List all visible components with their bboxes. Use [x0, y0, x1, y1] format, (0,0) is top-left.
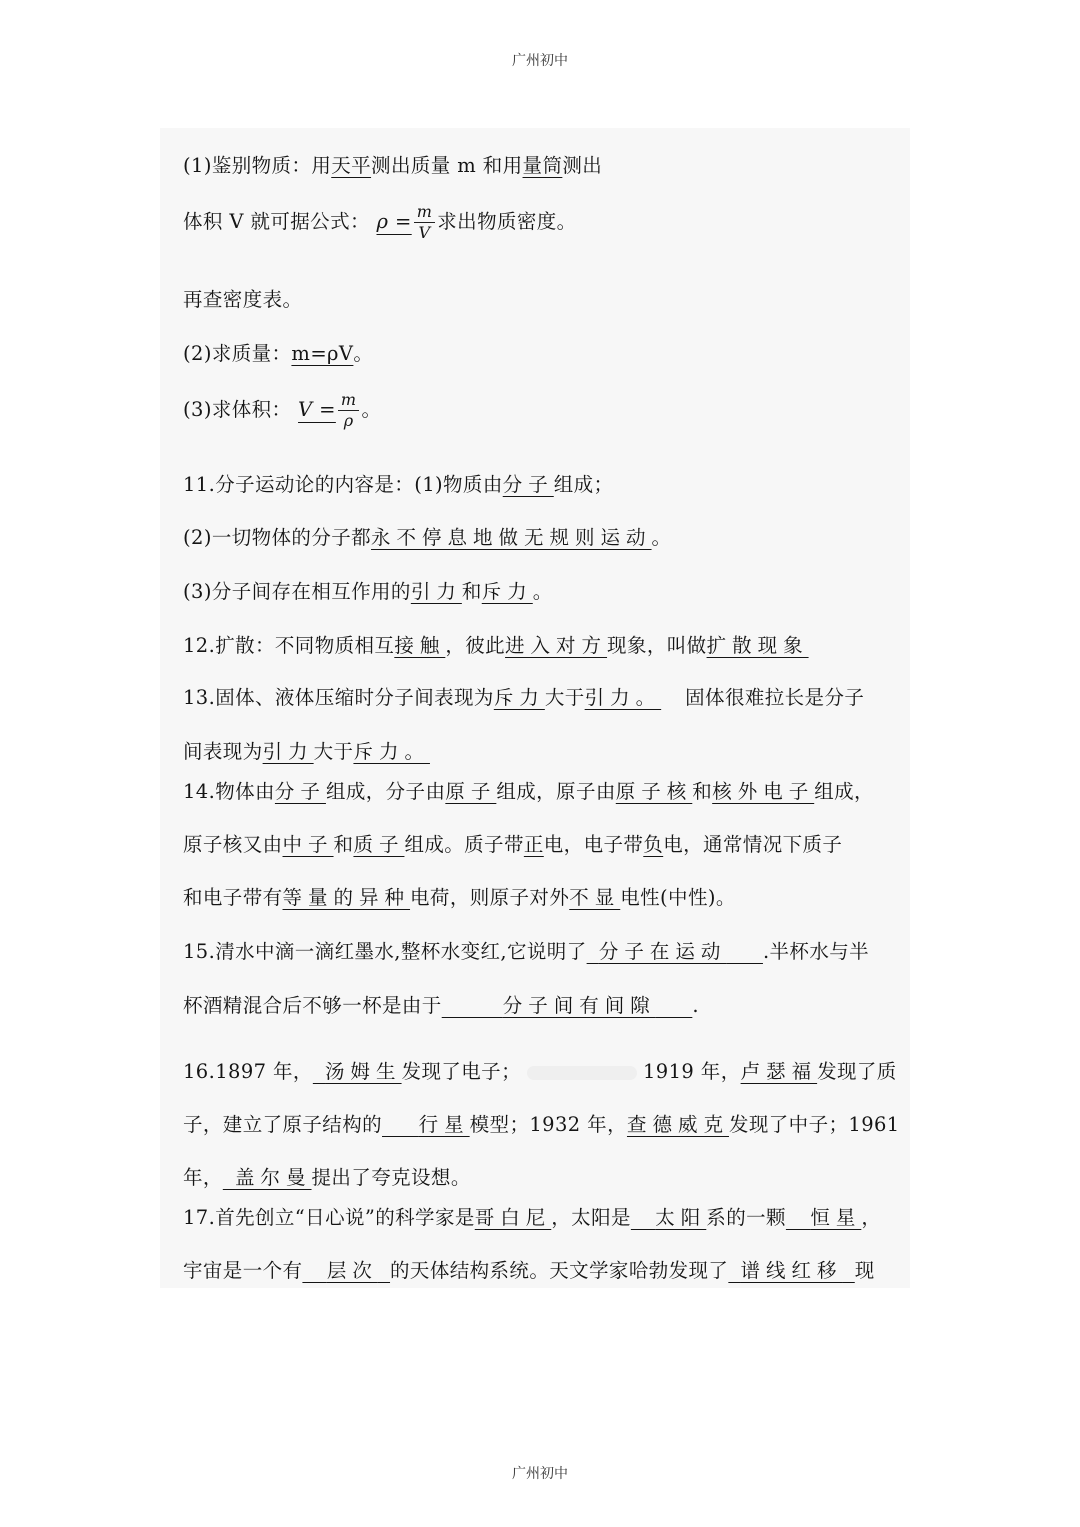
text: 。 — [353, 342, 374, 365]
answer — [302, 1259, 390, 1282]
answer — [631, 1206, 706, 1229]
answer: 永不停息地做无规则运动 — [371, 526, 652, 549]
line-16-2 — [183, 1109, 900, 1137]
text: . — [692, 994, 699, 1017]
answer: 接触 — [394, 634, 446, 657]
answer-text: 分子在运动 — [598, 940, 727, 963]
text: 现 — [854, 1259, 875, 1282]
answer-text: 太阳 — [655, 1206, 707, 1229]
text: 年， — [183, 1166, 223, 1189]
page-header: 广州初中 — [512, 53, 568, 69]
scan-smudge — [527, 1066, 637, 1080]
text: 电性(中性)。 — [620, 886, 736, 909]
line-13-cont — [183, 736, 430, 764]
text: .半杯水与半 — [762, 940, 870, 963]
text: 体积 V 就可据公式： — [183, 210, 370, 233]
text: (2)一切物体的分子都 — [183, 526, 372, 549]
text: 组成，原子由 — [496, 780, 616, 803]
answer-text: 汤姆生 — [325, 1060, 402, 1083]
line-14-3 — [183, 882, 736, 910]
text: 组成，分子由 — [325, 780, 446, 803]
text: 现象，叫做 — [607, 634, 707, 657]
numerator: m — [414, 204, 436, 223]
text: (3)分子间存在相互作用的 — [183, 580, 411, 603]
answer: 不显 — [569, 886, 621, 909]
text: 系的一颗 — [706, 1206, 786, 1229]
line-density-formula — [183, 204, 577, 241]
answer: 斥力 — [481, 580, 533, 603]
text: 发现了中子；1961 — [728, 1113, 900, 1136]
answer-mass-formula: m=ρV — [291, 342, 354, 365]
answer-balance: 天平 — [331, 154, 372, 177]
text: 和 — [692, 780, 713, 803]
answer — [442, 994, 693, 1017]
text: 11.分子运动论的内容是：(1)物质由 — [183, 473, 503, 496]
text: 。 — [361, 398, 382, 421]
line-11-2 — [183, 522, 671, 550]
text: 提出了夸克设想。 — [311, 1166, 471, 1189]
text: 15.清水中滴一滴红墨水,整杯水变红,它说明了 — [183, 940, 587, 963]
text: 17.首先创立“日心说”的科学家是 — [183, 1206, 475, 1229]
answer — [728, 1259, 854, 1282]
text: 14.物体由 — [183, 780, 275, 803]
text: 原子核又由 — [183, 833, 283, 856]
answer: 斥力 — [493, 686, 545, 709]
line-15-cont — [183, 990, 699, 1018]
text: 和 — [333, 833, 354, 856]
formula-density-lhs: ρ = — [376, 210, 412, 233]
denominator: V — [418, 223, 431, 242]
line-13 — [183, 682, 864, 710]
answer — [382, 1113, 470, 1136]
text: ，太阳是 — [551, 1206, 631, 1229]
answer: 斥力。 — [353, 740, 430, 763]
answer: 分子 — [274, 780, 326, 803]
fraction-m-over-v — [414, 204, 436, 241]
text: 间表现为 — [183, 740, 263, 763]
text: 固体很难拉长是分子 — [685, 686, 865, 709]
page-footer: 广州初中 — [512, 1466, 568, 1482]
answer: 进入对方 — [505, 634, 608, 657]
answer: 正 — [523, 833, 544, 856]
answer: 等量的异种 — [282, 886, 411, 909]
answer: 引力。 — [584, 686, 662, 709]
answer: 引力 — [410, 580, 462, 603]
text: 12.扩散：不同物质相互 — [183, 634, 395, 657]
denominator: ρ — [343, 411, 354, 430]
text: 组成。质子带 — [404, 833, 524, 856]
line-11 — [183, 469, 613, 497]
answer: 引力 — [262, 740, 314, 763]
text: 。 — [651, 526, 672, 549]
text: 和 — [461, 580, 482, 603]
answer-text: 恒星 — [810, 1206, 862, 1229]
text: 电荷，则原子对外 — [410, 886, 570, 909]
answer — [223, 1166, 312, 1189]
line-17 — [183, 1202, 881, 1230]
line-12 — [183, 630, 809, 658]
answer-text: 谱线红移 — [740, 1259, 843, 1282]
answer: 质子 — [353, 833, 405, 856]
text: 求出物质密度。 — [437, 210, 577, 233]
answer: 扩散现象 — [706, 634, 809, 657]
answer — [313, 1060, 402, 1083]
text: 发现了电子； — [401, 1060, 521, 1083]
line-find-volume — [183, 392, 381, 429]
answer: 核外电子 — [712, 780, 815, 803]
line-16-3 — [183, 1162, 471, 1190]
text: (2)求质量： — [183, 342, 292, 365]
line-11-3 — [183, 576, 553, 604]
answer: 原子 — [445, 780, 497, 803]
answer: 查德威克 — [626, 1113, 729, 1136]
text: ， — [861, 1206, 882, 1229]
text: 组成， — [814, 780, 874, 803]
answer: 中子 — [282, 833, 334, 856]
line-identify-substance — [183, 150, 602, 178]
answer: 卢瑟福 — [740, 1060, 818, 1083]
answer: 原子核 — [615, 780, 693, 803]
answer — [786, 1206, 861, 1229]
text: 组成； — [553, 473, 614, 496]
text: ，彼此 — [445, 634, 506, 657]
text: 杯酒精混合后不够一杯是由于 — [183, 994, 442, 1017]
text: 模型；1932 年， — [469, 1113, 627, 1136]
text: (3)求体积： — [183, 398, 292, 421]
answer: 分子 — [502, 473, 554, 496]
line-17-2 — [183, 1255, 875, 1283]
answer-text: 分子间有间隙 — [502, 994, 656, 1017]
text: 大于 — [544, 686, 585, 709]
text: 13.固体、液体压缩时分子间表现为 — [183, 686, 494, 709]
formula-volume-lhs: V = — [298, 398, 336, 421]
numerator: m — [338, 392, 360, 411]
text: 。 — [532, 580, 553, 603]
text: 子，建立了原子结构的 — [183, 1113, 383, 1136]
answer-text: 盖尔曼 — [235, 1166, 312, 1189]
text: 测出质量 m 和用 — [371, 154, 523, 177]
text: 电，电子带 — [543, 833, 644, 856]
text: 宇宙是一个有 — [183, 1259, 303, 1282]
line-14-2 — [183, 829, 842, 857]
text: 大于 — [313, 740, 354, 763]
answer — [587, 940, 763, 963]
line-check-table — [183, 284, 302, 312]
answer: 负 — [643, 833, 664, 856]
text: 再查密度表。 — [183, 288, 303, 311]
line-14 — [183, 776, 874, 804]
text: 和电子带有 — [183, 886, 283, 909]
answer-text: 层次 — [326, 1259, 378, 1282]
fraction-m-over-rho — [338, 392, 360, 429]
text: 测出 — [562, 154, 603, 177]
text: 16.1897 年， — [183, 1060, 313, 1083]
text: 1919 年， — [642, 1060, 741, 1083]
text: (1)鉴别物质：用 — [183, 154, 332, 177]
answer: 哥白尼 — [474, 1206, 552, 1229]
text: 发现了质 — [817, 1060, 897, 1083]
line-15 — [183, 936, 869, 964]
line-find-mass — [183, 338, 373, 366]
answer-cylinder: 量筒 — [522, 154, 563, 177]
text: 电，通常情况下质子 — [663, 833, 843, 856]
text: 的天体结构系统。天文学家哈勃发现了 — [390, 1259, 729, 1282]
answer-text: 行星 — [418, 1113, 470, 1136]
line-16 — [183, 1056, 897, 1084]
